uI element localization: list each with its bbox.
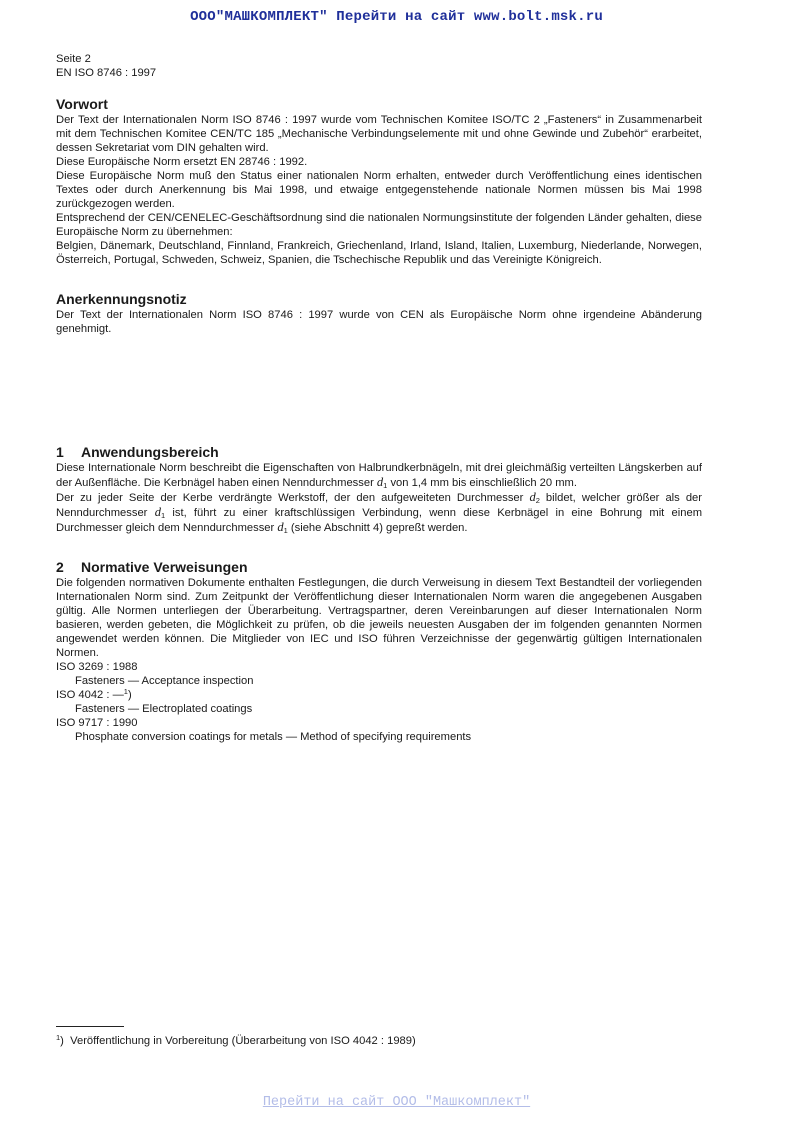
- top-banner-link[interactable]: ООО"МАШКОМПЛЕКТ" Перейти на сайт www.bolt.msk.ru: [190, 9, 603, 25]
- footnote-text: Veröffentlichung in Vorbereitung (Überarbeitung von ISO 4042 : 1989): [70, 1035, 416, 1047]
- page-header: [56, 52, 702, 80]
- text-run: (siehe Abschnitt 4) gepreßt werden.: [290, 522, 468, 534]
- text-run: Diese Internationale Norm beschreibt die Eigenschaften von Halbrundkerbnägeln, mit drei gleichmäßig verteilten Längskerben auf der Außenfläche. Die Kerbnägel haben einen Nenndurchmesser: [56, 462, 702, 489]
- document-body: [56, 52, 702, 744]
- footnote-paren: ): [60, 1035, 64, 1047]
- page-number: Seite 2: [56, 53, 91, 65]
- section-heading-text: Normative Verweisungen: [81, 559, 248, 575]
- reference-code: ISO 4042 : —: [56, 689, 124, 701]
- subscript: 1: [160, 511, 166, 520]
- vorwort-paragraph-2: Diese Europäische Norm ersetzt EN 28746 : 1992.: [56, 156, 308, 168]
- subscript: 2: [535, 496, 540, 505]
- section1-paragraph-1: [56, 461, 702, 490]
- footnote-mark: 1: [56, 1033, 61, 1042]
- vorwort-paragraph-1: Der Text der Internationalen Norm ISO 8746 : 1997 wurde vom Technischen Komitee ISO/TC 2 „Fasteners“ in Zusammenarbeit mit dem Technischen Komitee CEN/TC 185 „Mechanische Verbindungselemente mit und ohne Gewinde und Zubehör“ erarbeitet, dessen Sekretariat vom DIN gehalten wird.: [56, 114, 702, 154]
- vorwort-paragraph-3: Diese Europäische Norm muß den Status einer nationalen Norm erhalten, entweder durch Veröffentlichung eines identischen Textes oder durch Anerkennung bis Mai 1998, und etwaige entgegenstehende nationale Normen müssen bis Mai 1998 zurückgezogen werden.: [56, 170, 702, 210]
- footnote: [56, 1034, 702, 1048]
- section-number: 2: [56, 559, 64, 575]
- subscript: 1: [383, 481, 388, 490]
- section-title-2: [56, 558, 702, 576]
- section-number: 1: [56, 444, 64, 460]
- reference-title: Fasteners — Acceptance inspection: [75, 675, 254, 687]
- reference-code: ISO 9717 : 1990: [56, 717, 138, 729]
- text-run: Der zu jeder Seite der Kerbe verdrängte Werkstoff, der den aufgeweiteten Durchmesser: [56, 492, 524, 504]
- reference-item: [56, 688, 702, 716]
- text-run: bildet, welcher größer als der Nenndurchmesser: [56, 492, 702, 519]
- text-run: ist, führt zu einer kraftschlüssigen Verbindung, wenn diese Kerbnägel in eine Bohrung mit einem Durchmesser gleich dem Nenndurchmesser: [56, 507, 703, 534]
- symbol-d: d: [154, 505, 161, 519]
- section1-paragraph-2: [56, 490, 702, 535]
- section-heading-text: Anwendungsbereich: [81, 444, 219, 460]
- reference-list: [56, 660, 702, 744]
- symbol-d: d: [277, 520, 284, 534]
- reference-code: ISO 3269 : 1988: [56, 661, 138, 673]
- reference-code-line: [56, 688, 702, 702]
- reference-title: Fasteners — Electroplated coatings: [75, 703, 253, 715]
- vorwort-paragraph-4: Entsprechend der CEN/CENELEC-Geschäftsordnung sind die nationalen Normungsinstitute der folgenden Länder gehalten, diese Europäische Norm zu übernehmen:: [56, 212, 702, 238]
- footnote-paren: ): [127, 689, 132, 701]
- symbol-d: d: [529, 490, 536, 504]
- section-title-1: [56, 443, 702, 461]
- symbol-d: d: [376, 475, 384, 489]
- standard-id: EN ISO 8746 : 1997: [56, 67, 157, 79]
- anerkennung-paragraph: Der Text der Internationalen Norm ISO 8746 : 1997 wurde von CEN als Europäische Norm ohne irgendeine Abänderung genehmigt.: [56, 309, 702, 335]
- subscript: 1: [283, 526, 288, 535]
- reference-item: [56, 716, 702, 744]
- reference-item: [56, 660, 702, 688]
- footnote-divider: [56, 1026, 124, 1027]
- section-title-anerkennungsnotiz: Anerkennungsnotiz: [56, 291, 187, 307]
- footnote-mark[interactable]: 1: [123, 687, 128, 696]
- text-run: von 1,4 mm bis einschließlich 20 mm.: [390, 477, 577, 489]
- vorwort-paragraph-5: Belgien, Dänemark, Deutschland, Finnland, Frankreich, Griechenland, Irland, Island, Italien, Luxemburg, Niederlande, Norwegen, Österreich, Portugal, Schweden, Schweiz, Spanien, die Tschechische Republik und das Vereinigte Königreich.: [56, 240, 702, 266]
- bottom-site-link[interactable]: Перейти на сайт ООО "Машкомплект": [262, 1095, 531, 1110]
- section2-paragraph-1: Die folgenden normativen Dokumente enthalten Festlegungen, die durch Verweisung in diesem Text Bestandteil der vorliegenden Internationalen Norm sind. Zum Zeitpunkt der Veröffentlichung dieser Internationalen Norm waren die angegebenen Ausgaben gültig. Alle Normen unterliegen der Überarbeitung. Vertragspartner, deren Vereinbarungen auf dieser Internationalen Norm basieren, werden gebeten, die Möglichkeit zu prüfen, ob die jeweils neuesten Ausgaben der im folgenden genannten Normen angewendet werden können. Die Mitglieder von IEC und ISO führen Verzeichnisse der gegenwärtig gültigen Internationalen Normen.: [56, 577, 702, 659]
- section-title-vorwort: Vorwort: [56, 96, 108, 112]
- reference-title: Phosphate conversion coatings for metals — Method of specifying requirements: [75, 731, 472, 743]
